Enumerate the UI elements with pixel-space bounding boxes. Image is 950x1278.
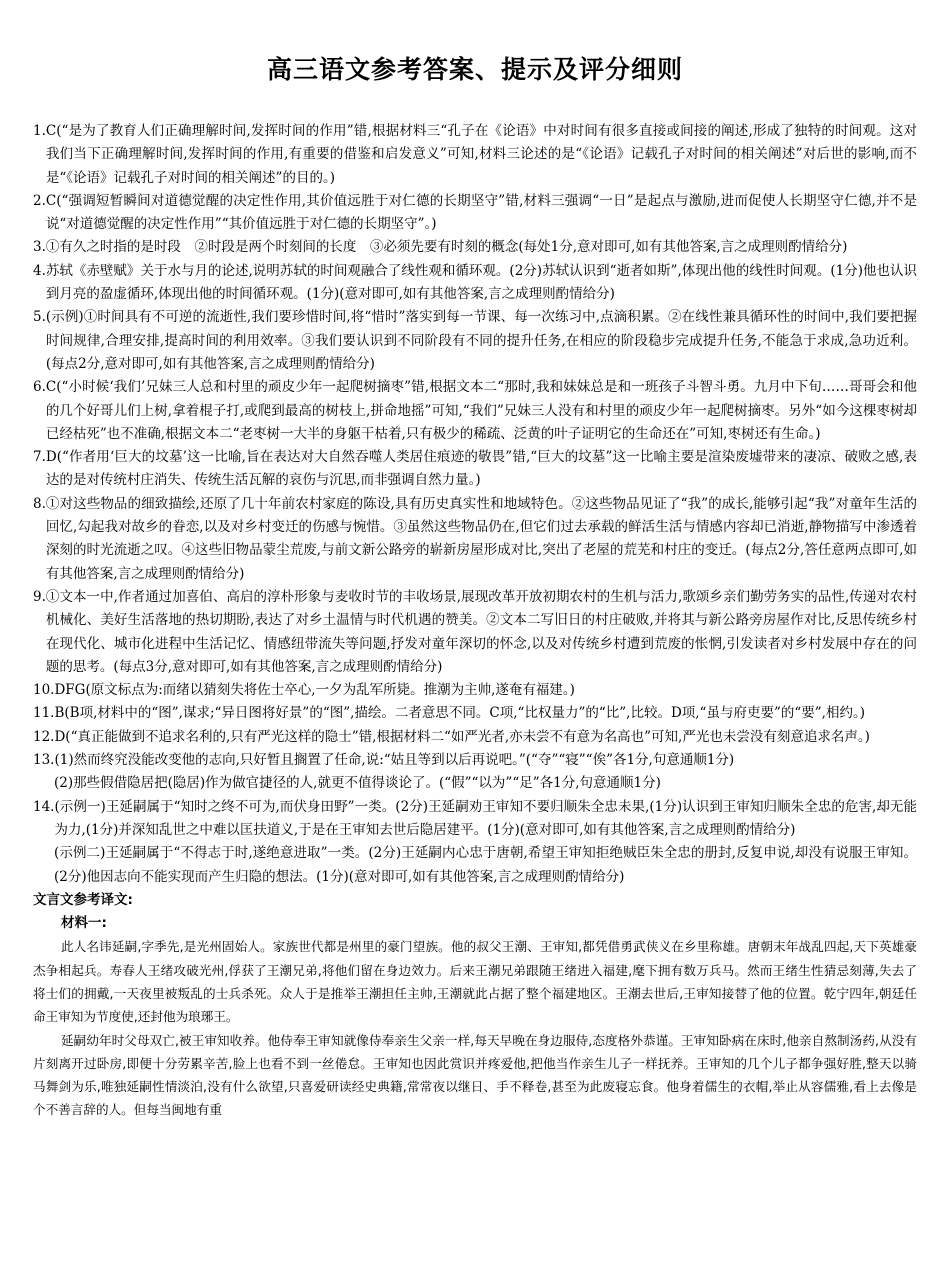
answer-number: 5. [33,309,46,326]
answer-text: C(“强调短暂瞬间对道德觉醒的决定性作用,其价值远胜于对仁德的长期坚守”错,材料三强调“一日”是起点与激励,进而促使人长期坚守仁德,并不是说“对道德觉醒的决定性作用”“其价值远胜于对仁德的长期坚守”。) [45,192,917,233]
answer-number: 12. [33,728,55,745]
answer-text: (1)然而终究没能改变他的志向,只好暂且搁置了任命,说:“姑且等到以后再说吧。”(“夺”“寝”“俟”各1分,句意通顺1分) [54,752,735,769]
answer-item-14 [33,796,917,843]
answer-item-7 [33,446,917,493]
answer-number: 10. [33,682,55,699]
answer-text: (示例)①时间具有不可逆的流逝性,我们要珍惜时间,将“惜时”落实到每一节课、每一次练习中,点滴积累。②在线性兼具循环性的时间中,我们要把握时间规律,合理安排,提高时间的利用效率。③我们要认识到不同阶段有不同的提升任务,在相应的阶段稳步完成提升任务,不能急于求成,急功近利。(每点2分,意对即可,如有其他答案,言之成理则酌情给分) [45,309,917,372]
answer-list [33,120,917,1122]
answer-item-6 [33,376,917,446]
page-title: 高三语文参考答案、提示及评分细则 [266,55,683,84]
answer-text: ①对这些物品的细致描绘,还原了几十年前农村家庭的陈设,具有历史真实性和地域特色。②这些物品见证了“我”的成长,能够引起“我”对童年生活的回忆,勾起我对故乡的眷恋,以及对乡村变迁的伤感与惋惜。③虽然这些物品仍在,但它们过去承载的鲜活生活与情感内容却已消逝,静物描写中渗透着深刻的时光流逝之叹。④这些旧物品蒙尘荒废,与前文新公路旁的崭新房屋形成对比,突出了老屋的荒芜和村庄的变迁。(每点2分,答任意两点即可,如有其他答案,言之成理则酌情给分) [45,495,917,582]
answer-item-5 [33,306,917,376]
answer-text: C(“小时候‘我们’兄妹三人总和村里的顽皮少年一起爬树摘枣”错,根据文本二“那时,我和妹妹总是和一班孩子斗智斗勇。九月中下旬……哥哥会和他的几个好哥儿们上树,拿着棍子打,或爬到最高的树枝上,拼命地摇”可知,“我们”兄妹三人没有和村里的顽皮少年一起爬树摘枣。另外“如今这棵枣树却已经枯死”也不准确,根据文本二“老枣树一大半的身躯干枯着,只有极少的稀疏、泛黄的叶子证明它的生命还在”可知,枣树还有生命。) [45,379,917,442]
answer-text: 苏轼《赤壁赋》关于水与月的论述,说明苏轼的时间观融合了线性观和循环观。(2分)苏轼认识到“逝者如斯”,体现出他的线性时间观。(1分)他也认识到月亮的盈虚循环,体现出他的时间循环观。(1分)(意对即可,如有其他答案,言之成理则酌情给分) [45,262,917,303]
answer-item-10 [33,679,917,702]
answer-item-9 [33,586,917,679]
answer-item-2 [33,190,917,237]
answer-item-12 [33,726,917,749]
answer-number: 13. [33,752,55,769]
answer-number: 11. [33,705,55,722]
answer-number: 8. [33,495,46,512]
answer-item-13-2: (2)那些假借隐居把(隐居)作为做官捷径的人,就更不值得谈论了。(“假”“以为”“足”各1分,句意通顺1分) [54,775,661,792]
answer-number: 3. [33,239,46,256]
answer-item-1 [33,120,917,190]
answer-text: ①文本一中,作者通过加喜伯、高启的淳朴形象与麦收时节的丰收场景,展现改革开放初期农村的生机与活力,歌颂乡亲们勤劳务实的品性,传递对农村机械化、美好生活落地的热切期盼,表达了对乡土温情与时代机遇的赞美。②文本二写旧日的村庄破败,并将其与新公路旁房屋作对比,反思传统乡村在现代化、城市化进程中生活记忆、情感纽带流失等问题,抒发对童年深切的怀念,以及对传统乡村遭到荒废的怅惘,引发读者对乡村发展中存在的问题的思考。(每点3分,意对即可,如有其他答案,言之成理则酌情给分) [45,588,917,675]
answer-number: 6. [33,379,46,396]
answer-text: D(“真正能做到不追求名利的,只有严光这样的隐士”错,根据材料二“如严光者,亦未尝不有意为名高也”可知,严光也未尝没有刻意追求名声。) [54,728,870,745]
answer-item-11 [33,702,917,725]
answer-number: 14. [33,798,55,815]
translation-paragraph-2: 延嗣幼年时父母双亡,被王审知收养。他侍奉王审知就像侍奉亲生父亲一样,每天早晚在身边服侍,态度格外恭谨。王审知卧病在床时,他亲自熬制汤药,从没有片刻离开过卧房,即便十分劳累辛苦,脸上也看不到一丝倦怠。王审知也因此赏识并疼爱他,把他当作亲生儿子一样抚养。王审知的几个儿子都争强好胜,整天以骑马舞剑为乐,唯独延嗣性情淡泊,没有什么欲望,只喜爱研读经史典籍,常常夜以继日、手不释卷,甚至为此废寝忘食。他身着儒生的衣帽,举止从容儒雅,看上去像是个不善言辞的人。但每当闽地有重 [33,1032,917,1118]
answer-number: 1. [33,123,46,139]
answer-item-13 [33,749,917,772]
answer-text: (示例一)王延嗣属于“知时之终不可为,而伏身田野”一类。(2分)王延嗣劝王审知不要归顺朱全忠未果,(1分)认识到王审知归顺朱全忠的危害,却无能为力,(1分)并深知乱世之中难以匡扶道义,于是在王审知去世后隐居建平。(1分)(意对即可,如有其他答案,言之成理则酌情给分) [54,798,917,838]
answer-number: 7. [33,449,46,466]
answer-item-14-example-2: (示例二)王延嗣属于“不得志于时,遂绝意进取”一类。(2分)王延嗣内心忠于唐朝,希望王审知拒绝贼臣朱全忠的册封,反复申说,却没有说服王审知。(2分)他因志向不能实现而产生归隐的想法。(1分)(意对即可,如有其他答案,言之成理则酌情给分) [54,845,917,885]
translation-paragraph-1: 此人名讳延嗣,字季先,是光州固始人。家族世代都是州里的豪门望族。他的叔父王潮、王审知,都凭借勇武侠义在乡里称雄。唐朝末年战乱四起,天下英雄豪杰争相起兵。寿春人王绪攻破光州,俘获了王潮兄弟,将他们留在身边效力。后来王潮兄弟跟随王绪进入福建,麾下拥有数万兵马。然而王绪生性猜忌刻薄,失去了将士们的拥戴,一天夜里被叛乱的士兵杀死。众人于是推举王潮担任主帅,王潮就此占据了整个福建地区。王潮去世后,王审知接替了他的位置。乾宁四年,朝廷任命王审知为节度使,还封他为琅琊王。 [33,939,917,1025]
answer-item-4 [33,260,917,307]
material-label: 材料一: [61,915,107,932]
answer-text: C(“是为了教育人们正确理解时间,发挥时间的作用”错,根据材料三“孔子在《论语》中对时间有很多直接或间接的阐述,形成了独特的时间观。这对我们当下正确理解时间,发挥时间的作用,有重要的借鉴和启发意义”可知,材料三论述的是“《论语》记载孔子对时间的相关阐述”对后世的影响,而不是“《论语》记载孔子对时间的相关阐述”的目的。) [45,123,917,186]
answer-text: ①有久之时指的是时段 ②时段是两个时刻间的长度 ③必须先要有时刻的概念(每处1分,意对即可,如有其他答案,言之成理则酌情给分) [45,239,848,256]
answer-number: 9. [33,588,46,605]
answer-number: 4. [33,262,46,279]
answer-item-8 [33,493,917,586]
answer-text: DFG(原文标点为:而绪以猜刻失将佐士卒心,一夕为乱军所毙。推潮为主帅,遂奄有福建。) [54,682,575,699]
answer-item-3 [33,236,917,259]
answer-text: D(“作者用‘巨大的坟墓’这一比喻,旨在表达对大自然吞噬人类居住痕迹的敬畏”错,“巨大的坟墓”这一比喻主要是渲染废墟带来的凄凉、破败之感,表达的是对传统村庄消失、传统生活瓦解的哀伤与沉思,而非强调自然力量。) [45,449,917,489]
translation-heading: 文言文参考译文: [33,891,133,908]
answer-number: 2. [33,192,46,209]
answer-text: B(B项,材料中的“图”,谋求;“异日图将好景”的“图”,描绘。二者意思不同。C项,“比权量力”的“比”,比较。D项,“虽与府吏要”的“要”,相约。) [54,705,865,722]
